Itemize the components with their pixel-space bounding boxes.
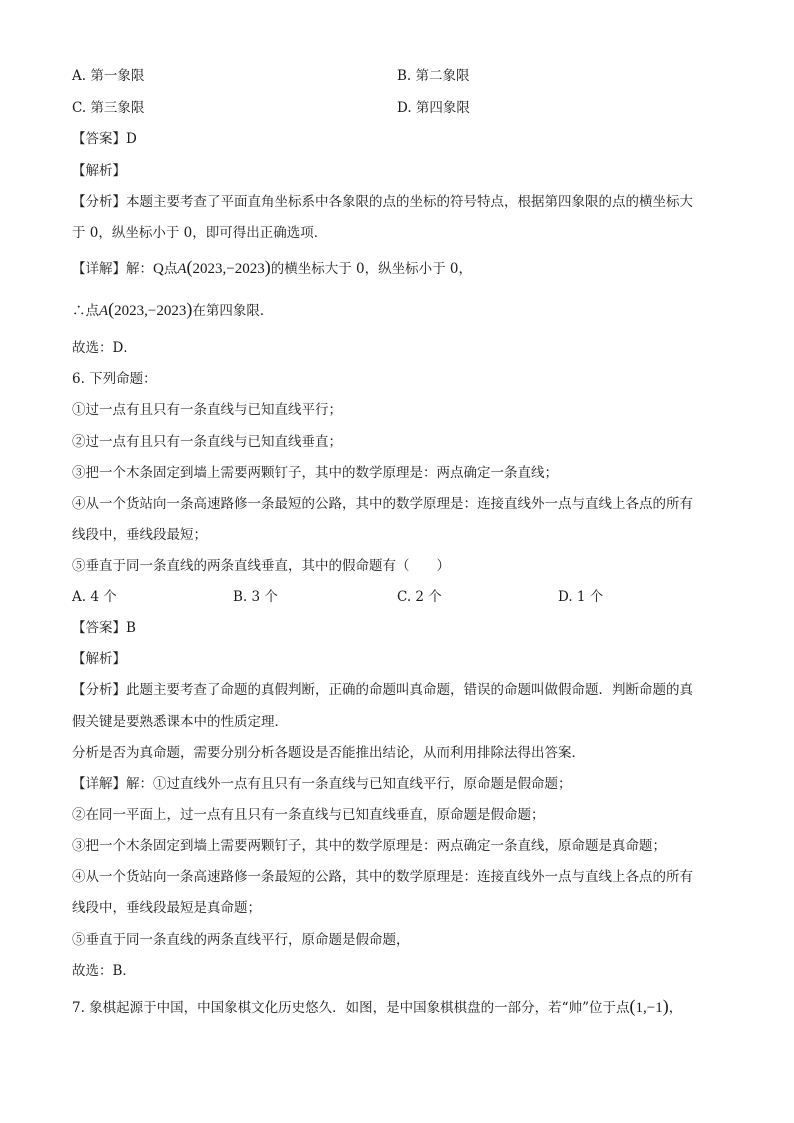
- q5-conclusion-line: [72, 300, 273, 320]
- q5-fenxi-line-2: 于 0，纵坐标小于 0，即可得出正确选项．: [72, 225, 328, 241]
- coords-2: 2023,−2023: [114, 303, 187, 319]
- q6-stem: 6. 下列命题：: [72, 371, 157, 387]
- q5-fenxi-line-1: 【分析】本题主要考查了平面直角坐标系中各象限的点的坐标的符号特点，根据第四象限的点的横坐标大: [72, 194, 693, 210]
- point-a-coordinates: A(2023,−2023): [177, 257, 271, 277]
- option-a: A. 第一象限: [72, 68, 145, 84]
- point-letter-2: A: [99, 303, 109, 319]
- q6-proposition-5: ⑤垂直于同一条直线的两条直线垂直，其中的假命题有（ ）: [72, 558, 450, 574]
- because-symbol: Q: [153, 261, 164, 277]
- detail-suffix: 的横坐标大于 0，纵坐标小于 0，: [270, 261, 472, 277]
- point-a-coordinates-2: A(2023,−2023): [99, 299, 193, 319]
- q6-proposition-4b: 线段中，垂线段最短；: [72, 527, 207, 543]
- coords: 2023,−2023: [192, 261, 265, 277]
- point-letter: A: [177, 261, 187, 277]
- q6-detail-line-4a: ④从一个货站向一条高速路修一条最短的公路，其中的数学原理是：连接直线外一点与直线上各点的所有: [72, 869, 693, 885]
- q7-stem-prefix: 7. 象棋起源于中国，中国象棋文化历史悠久．如图，是中国象棋棋盘的一部分，若“帅”位于点: [72, 1000, 630, 1016]
- q6-proposition-1: ①过一点有且只有一条直线与已知直线平行；: [72, 402, 342, 418]
- q6-choose: 故选：B．: [72, 963, 136, 979]
- point-word-2: 点: [85, 303, 99, 319]
- q6-option-d: D. 1 个: [558, 589, 604, 605]
- q7-coords: 1,−1: [635, 1000, 663, 1016]
- q6-proposition-2: ②过一点有且只有一条直线与已知直线垂直；: [72, 434, 342, 450]
- q6-detail-line-4b: 线段中，垂线段最短是真命题；: [72, 900, 261, 916]
- q5-analysis-heading: 【解析】: [72, 163, 126, 179]
- conclusion-suffix: 在第四象限．: [192, 303, 274, 319]
- q6-proposition-4a: ④从一个货站向一条高速路修一条最短的公路，其中的数学原理是：连接直线外一点与直线上各点的所有: [72, 496, 693, 512]
- q6-proposition-3: ③把一个木条固定到墙上需要两颗钉子，其中的数学原理是：两点确定一条直线；: [72, 465, 558, 481]
- q7-stem-suffix: ，: [668, 1000, 683, 1016]
- point-word: 点: [163, 261, 178, 277]
- q6-answer: 【答案】B: [72, 620, 136, 636]
- q6-option-c: C. 2 个: [397, 589, 442, 605]
- q6-fenxi-line-3: 分析是否为真命题，需要分别分析各题设是否能推出结论，从而利用排除法得出答案．: [72, 745, 585, 761]
- detail-prefix: 【详解】解：: [72, 261, 153, 277]
- q6-option-a: A. 4 个: [72, 589, 117, 605]
- option-c: C. 第三象限: [72, 100, 145, 116]
- therefore-symbol: ∴: [72, 303, 86, 319]
- q6-fenxi-line-1: 【分析】此题主要考查了命题的真假判断，正确的命题叫真命题，错误的命题叫做假命题．判断命题的真: [72, 682, 693, 698]
- q5-choose: 故选：D．: [72, 340, 137, 356]
- q6-fenxi-line-2: 假关键是要熟悉课本中的性质定理．: [72, 714, 288, 730]
- q6-analysis-heading: 【解析】: [72, 651, 126, 667]
- q7-point: (1,−1): [629, 996, 669, 1016]
- option-d: D. 第四象限: [397, 100, 470, 116]
- q7-stem: [72, 997, 682, 1017]
- option-b: B. 第二象限: [397, 68, 470, 84]
- q6-option-b: B. 3 个: [233, 589, 278, 605]
- q6-detail-line-5: ⑤垂直于同一条直线的两条直线平行，原命题是假命题，: [72, 932, 410, 948]
- q6-detail-line-2: ②在同一平面上，过一点有且只有一条直线与已知直线垂直，原命题是假命题；: [72, 807, 545, 823]
- q5-detail-line: [72, 258, 472, 278]
- q6-detail-line-3: ③把一个木条固定到墙上需要两颗钉子，其中的数学原理是：两点确定一条直线，原命题是真命题；: [72, 838, 666, 854]
- q6-detail-line-1: 【详解】解：①过直线外一点有且只有一条直线与已知直线平行，原命题是假命题；: [72, 776, 572, 792]
- q5-answer: 【答案】D: [72, 131, 137, 147]
